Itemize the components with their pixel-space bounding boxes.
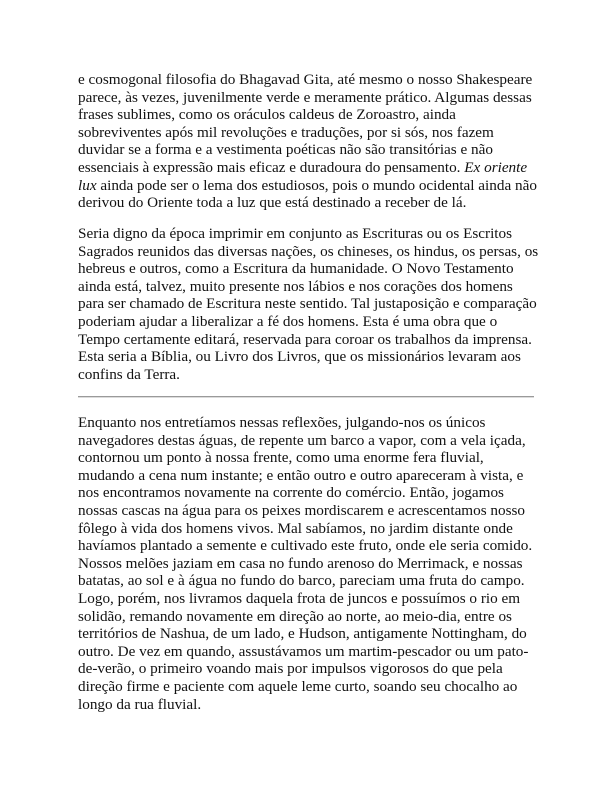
text-line: mudando a cena num instante; e então outro e outro apareceram à vista, e (78, 466, 524, 484)
text-line: batatas, ao sol e à água no fundo do barco, pareciam uma fruta do campo. (78, 572, 525, 590)
text-line-mixed (78, 159, 536, 177)
text-line: territórios de Nashua, de um lado, e Hudson, antigamente Nottingham, do (78, 625, 527, 643)
text-line: sobreviventes após mil revoluções e traduções, por si sós, nos fazem (78, 123, 494, 141)
text-line: nossas cascas na água para os peixes mordiscarem e acrescentamos nosso (78, 501, 526, 519)
text-line: poderiam ajudar a liberalizar a fé dos homens. Esta é uma obra que o (78, 312, 498, 330)
paragraph-3 (78, 414, 536, 713)
text-line: parece, às vezes, juvenilmente verde e meramente prático. Algumas dessas (78, 88, 532, 106)
text-line: Logo, porém, nos livramos daquela frota de juncos e possuímos o rio em (78, 589, 521, 607)
paragraph-1 (78, 71, 536, 212)
text-line: contornou um ponto à nossa frente, como uma enorme fera fluvial, (78, 449, 484, 467)
text-line: havíamos plantado a semente e cultivado este fruto, onde ele seria comido. (78, 537, 533, 555)
text-line: hebreus e outros, como a Escritura da humanidade. O Novo Testamento (78, 260, 514, 278)
text-line: Seria digno da época imprimir em conjunto as Escrituras ou os Escritos (78, 225, 513, 242)
latin-phrase-italic: Ex oriente (464, 158, 528, 176)
text-line: frases sublimes, como os oráculos caldeus de Zoroastro, ainda (78, 106, 456, 124)
text-line: duvidar se a forma e a vestimenta poéticas não são transitórias e não (78, 141, 493, 159)
text-line: Enquanto nos entretíamos nessas reflexões, julgando-nos os únicos (78, 414, 486, 431)
section-divider (78, 396, 534, 398)
text-line: navegadores destas águas, de repente um barco a vapor, com a vela içada, (78, 431, 526, 449)
text-line: fôlego à vida dos homens vivos. Mal sabíamos, no jardim distante onde (78, 519, 513, 537)
text-line: e cosmogonal filosofia do Bhagavad Gita, até mesmo o nosso Shakespeare (78, 71, 533, 88)
text-line: Esta seria a Bíblia, ou Livro dos Livros, que os missionários levaram aos (78, 348, 521, 366)
text-line: Nossos melões jaziam em casa no fundo arenoso do Merrimack, e nossas (78, 554, 523, 572)
paragraph-2 (78, 225, 539, 383)
text-line: confins da Terra. (78, 365, 180, 383)
text-line: Tempo certamente editará, reservada para coroar os trabalhos da imprensa. (78, 330, 532, 348)
text-line: nos encontramos novamente na corrente do comércio. Então, jogamos (78, 484, 504, 502)
text-line-mixed (78, 177, 536, 195)
text-line: para ser chamado de Escritura neste sentido. Tal justaposição e comparação (78, 295, 537, 313)
latin-phrase-italic: lux (78, 176, 97, 194)
text-line: Sagrados reunidos das diversas nações, os chineses, os hindus, os persas, os (78, 242, 539, 260)
text-fragment: essenciais à expressão mais eficaz e duradoura do pensamento. (78, 158, 461, 176)
text-line: de-verão, o primeiro voando mais por impulsos vigorosos do que pela (78, 660, 503, 678)
text-line: direção firme e paciente com aquele leme curto, soando seu chocalho ao (78, 677, 518, 695)
text-line: solidão, remando novamente em direção ao norte, ao meio-dia, entre os (78, 607, 512, 625)
text-fragment: ainda pode ser o lema dos estudiosos, pois o mundo ocidental ainda não (100, 176, 537, 194)
text-line: derivou do Oriente toda a luz que está destinado a receber de lá. (78, 194, 467, 212)
text-line: ainda está, talvez, muito presente nos lábios e nos corações dos homens (78, 277, 513, 295)
text-line: longo da rua fluvial. (78, 695, 202, 713)
text-line: outro. De vez em quando, assustávamos um martim-pescador ou um pato- (78, 642, 529, 660)
